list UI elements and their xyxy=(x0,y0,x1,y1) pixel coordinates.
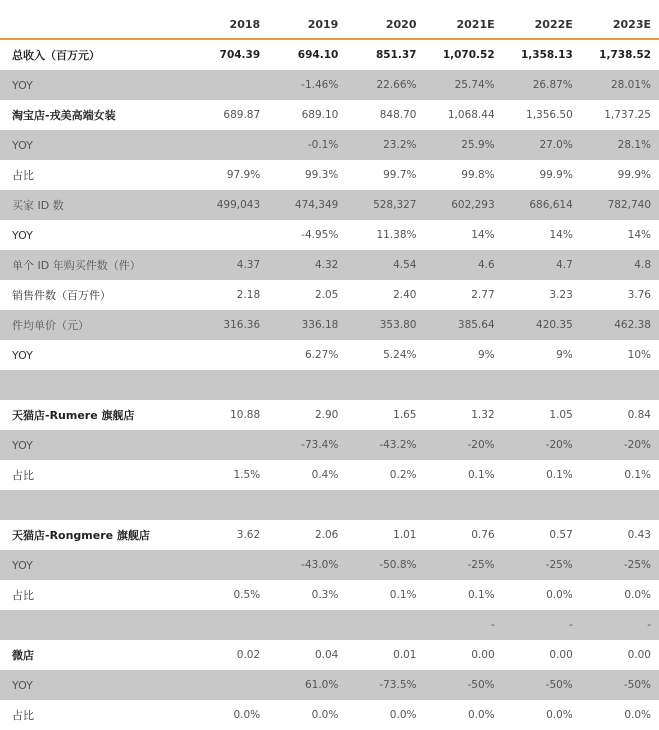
row-value-2022e: -25% xyxy=(503,550,581,580)
row-value-2019 xyxy=(268,610,346,640)
table-row xyxy=(0,640,659,670)
row-value-2019: -1.46% xyxy=(268,70,346,100)
row-value-2021e: 0.1% xyxy=(467,589,495,601)
row-value-2018: 1.5% xyxy=(233,469,261,481)
row-value-2019: 0.04 xyxy=(314,649,339,661)
row-value-2021e: 385.64 xyxy=(424,310,502,340)
row-value-2021e: -50% xyxy=(424,670,502,700)
row-value-2019: 0.4% xyxy=(311,469,339,481)
row-value-2020: 0.1% xyxy=(389,589,417,601)
row-value-2019: 99.3% xyxy=(304,169,339,181)
table-row xyxy=(0,520,659,550)
table-row xyxy=(0,70,659,100)
table-row xyxy=(0,370,659,400)
row-value-2020: 2.40 xyxy=(393,289,417,301)
row-value-2023e: 462.38 xyxy=(581,310,659,340)
row-value-2021e: 25.74% xyxy=(424,70,502,100)
row-value-2023e: -25% xyxy=(581,550,659,580)
row-value-2020: 353.80 xyxy=(346,310,424,340)
table-row xyxy=(0,190,659,220)
row-value-2023e: 0.00 xyxy=(627,649,651,661)
row-value-2023e: 0.0% xyxy=(624,589,651,601)
row-value-2023e: - xyxy=(581,610,659,640)
row-value-2021e: - xyxy=(424,610,502,640)
row-value-2022e: 4.7 xyxy=(503,250,581,280)
row-value-2021e: 602,293 xyxy=(424,190,502,220)
row-value-2022e xyxy=(503,370,581,400)
table-row xyxy=(0,310,659,340)
row-value-2018 xyxy=(190,610,268,640)
row-value-2020: 851.37 xyxy=(375,49,417,61)
row-value-2018 xyxy=(190,130,268,160)
row-value-2018: 0.0% xyxy=(233,709,261,721)
row-label: YOY xyxy=(0,670,190,700)
row-value-2022e: -50% xyxy=(503,670,581,700)
header-year-2021e: 2021E xyxy=(456,17,495,31)
table-row xyxy=(0,250,659,280)
table-row xyxy=(0,160,659,190)
row-value-2021e: 1.32 xyxy=(471,409,495,421)
row-value-2022e: -20% xyxy=(503,430,581,460)
header-year-2018: 2018 xyxy=(229,17,261,31)
table-row xyxy=(0,550,659,580)
row-value-2021e: -20% xyxy=(424,430,502,460)
row-value-2022e: 27.0% xyxy=(503,130,581,160)
row-value-2020: 1.01 xyxy=(393,529,417,541)
row-value-2022e: 420.35 xyxy=(503,310,581,340)
row-value-2020 xyxy=(346,370,424,400)
row-value-2021e: 1,070.52 xyxy=(442,49,495,61)
row-value-2019: -0.1% xyxy=(268,130,346,160)
row-value-2022e: 0.0% xyxy=(546,709,573,721)
row-value-2019: 6.27% xyxy=(304,349,339,361)
row-value-2022e: 26.87% xyxy=(503,70,581,100)
row-value-2021e: 99.8% xyxy=(461,169,495,181)
row-value-2018 xyxy=(190,490,268,520)
row-value-2023e: 0.43 xyxy=(627,529,651,541)
row-value-2019: 336.18 xyxy=(268,310,346,340)
table-body xyxy=(0,39,659,730)
row-value-2023e: 0.1% xyxy=(624,469,651,481)
row-value-2018: 10.88 xyxy=(230,409,261,421)
row-value-2021e: 0.0% xyxy=(467,709,495,721)
row-label: 总收入（百万元） xyxy=(12,49,100,62)
row-value-2020: 4.54 xyxy=(346,250,424,280)
table-row xyxy=(0,280,659,310)
row-value-2020: 848.70 xyxy=(379,109,417,121)
row-value-2020: 22.66% xyxy=(346,70,424,100)
row-label: YOY xyxy=(0,430,190,460)
row-value-2022e xyxy=(503,490,581,520)
row-value-2021e: 0.00 xyxy=(471,649,495,661)
row-label: 淘宝店-戎美高端女装 xyxy=(12,109,116,122)
row-value-2020: 23.2% xyxy=(346,130,424,160)
row-value-2023e: 782,740 xyxy=(581,190,659,220)
row-value-2021e: 1,068.44 xyxy=(447,109,495,121)
row-label: 单个 ID 年购买件数（件） xyxy=(0,250,190,280)
row-value-2018: 0.5% xyxy=(233,589,261,601)
row-value-2023e: 1,738.52 xyxy=(599,49,651,61)
row-value-2020: 528,327 xyxy=(346,190,424,220)
row-value-2023e: 4.8 xyxy=(581,250,659,280)
row-value-2022e: 3.23 xyxy=(549,289,573,301)
row-value-2019: -73.4% xyxy=(268,430,346,460)
row-value-2018: 3.62 xyxy=(236,529,261,541)
row-value-2022e: 1.05 xyxy=(549,409,573,421)
row-value-2020: 0.01 xyxy=(393,649,417,661)
row-value-2021e: 4.6 xyxy=(424,250,502,280)
row-value-2022e: 9% xyxy=(556,349,573,361)
row-value-2023e xyxy=(581,370,659,400)
row-value-2019: 2.05 xyxy=(314,289,339,301)
row-value-2021e: 2.77 xyxy=(471,289,495,301)
row-value-2023e: -50% xyxy=(581,670,659,700)
row-value-2019: 2.90 xyxy=(314,409,339,421)
row-value-2018: 4.37 xyxy=(190,250,268,280)
row-value-2022e: 0.57 xyxy=(549,529,573,541)
row-label: YOY xyxy=(0,130,190,160)
row-value-2021e: 14% xyxy=(471,229,495,241)
row-value-2019: 689.10 xyxy=(301,109,339,121)
row-value-2019: 474,349 xyxy=(268,190,346,220)
header-year-2023e: 2023E xyxy=(612,17,651,31)
table-row xyxy=(0,400,659,430)
row-value-2019 xyxy=(268,490,346,520)
row-value-2018 xyxy=(190,220,268,250)
table-row xyxy=(0,490,659,520)
row-value-2020 xyxy=(346,610,424,640)
row-value-2018: 97.9% xyxy=(226,169,261,181)
row-value-2018: 0.02 xyxy=(236,649,261,661)
row-label xyxy=(0,610,190,640)
row-value-2021e xyxy=(424,370,502,400)
row-label: 占比 xyxy=(12,589,34,602)
row-value-2022e: 0.00 xyxy=(549,649,573,661)
row-value-2018 xyxy=(190,550,268,580)
row-label: YOY xyxy=(12,348,33,362)
row-value-2018: 689.87 xyxy=(223,109,261,121)
header-year-2019: 2019 xyxy=(307,17,339,31)
row-value-2019: 61.0% xyxy=(268,670,346,700)
table-row xyxy=(0,580,659,610)
row-value-2022e: 0.0% xyxy=(546,589,573,601)
row-value-2022e: 99.9% xyxy=(539,169,573,181)
row-value-2019: -4.95% xyxy=(301,229,339,241)
header-label-cell xyxy=(0,10,190,39)
table-row xyxy=(0,100,659,130)
table-row xyxy=(0,430,659,460)
row-label: 销售件数（百万件） xyxy=(12,289,111,302)
row-label: 微店 xyxy=(12,649,34,662)
row-value-2019 xyxy=(268,370,346,400)
revenue-forecast-table xyxy=(0,10,659,730)
row-value-2023e: 99.9% xyxy=(617,169,651,181)
row-value-2022e: 686,614 xyxy=(503,190,581,220)
row-value-2018: 2.18 xyxy=(236,289,261,301)
row-value-2022e: 1,356.50 xyxy=(526,109,573,121)
row-value-2020: 5.24% xyxy=(383,349,417,361)
row-value-2020: -73.5% xyxy=(346,670,424,700)
row-value-2023e: 0.84 xyxy=(627,409,651,421)
row-value-2018 xyxy=(190,670,268,700)
row-value-2023e: 10% xyxy=(627,349,651,361)
row-value-2023e: 14% xyxy=(627,229,651,241)
row-label: 天猫店-Rumere 旗舰店 xyxy=(12,409,135,422)
row-value-2020 xyxy=(346,490,424,520)
row-value-2019: 4.32 xyxy=(268,250,346,280)
row-value-2021e: 0.76 xyxy=(471,529,495,541)
row-label xyxy=(0,490,190,520)
header-year-2022e: 2022E xyxy=(534,17,573,31)
row-value-2018: 499,043 xyxy=(190,190,268,220)
row-value-2020: 99.7% xyxy=(383,169,417,181)
row-value-2018 xyxy=(190,430,268,460)
row-label: YOY xyxy=(0,550,190,580)
row-value-2020: 0.0% xyxy=(389,709,417,721)
row-value-2019: -43.0% xyxy=(268,550,346,580)
row-value-2023e: 1,737.25 xyxy=(604,109,651,121)
row-value-2022e: - xyxy=(503,610,581,640)
row-label: 件均单价（元） xyxy=(0,310,190,340)
row-value-2019: 0.3% xyxy=(311,589,339,601)
table-row xyxy=(0,39,659,70)
table-row xyxy=(0,460,659,490)
row-value-2020: 0.2% xyxy=(389,469,417,481)
row-label: YOY xyxy=(12,228,33,242)
row-value-2020: -43.2% xyxy=(346,430,424,460)
table-row xyxy=(0,670,659,700)
row-value-2018: 316.36 xyxy=(190,310,268,340)
row-value-2018 xyxy=(190,370,268,400)
row-value-2019: 694.10 xyxy=(297,49,339,61)
row-value-2023e: 0.0% xyxy=(624,709,651,721)
row-value-2019: 2.06 xyxy=(314,529,339,541)
row-value-2023e: 3.76 xyxy=(627,289,651,301)
row-value-2019: 0.0% xyxy=(311,709,339,721)
row-value-2021e: 0.1% xyxy=(467,469,495,481)
table-header-row xyxy=(0,10,659,39)
row-value-2020: 11.38% xyxy=(376,229,417,241)
row-value-2018 xyxy=(190,340,268,370)
row-label: 占比 xyxy=(12,709,34,722)
row-label: YOY xyxy=(0,70,190,100)
row-value-2022e: 1,358.13 xyxy=(520,49,573,61)
row-value-2023e xyxy=(581,490,659,520)
row-value-2020: 1.65 xyxy=(393,409,417,421)
row-label xyxy=(0,370,190,400)
row-label: 占比 xyxy=(12,469,34,482)
row-label: 占比 xyxy=(12,169,34,182)
row-label: 买家 ID 数 xyxy=(0,190,190,220)
row-label: 天猫店-Rongmere 旗舰店 xyxy=(12,529,150,542)
row-value-2018 xyxy=(190,70,268,100)
table-row xyxy=(0,130,659,160)
row-value-2023e: 28.1% xyxy=(581,130,659,160)
table-row xyxy=(0,220,659,250)
row-value-2023e: 28.01% xyxy=(581,70,659,100)
row-value-2021e: 25.9% xyxy=(424,130,502,160)
row-value-2021e: -25% xyxy=(424,550,502,580)
row-value-2022e: 0.1% xyxy=(546,469,573,481)
row-value-2018: 704.39 xyxy=(219,49,261,61)
row-value-2020: -50.8% xyxy=(346,550,424,580)
header-year-2020: 2020 xyxy=(385,17,417,31)
table-row xyxy=(0,340,659,370)
row-value-2022e: 14% xyxy=(549,229,573,241)
row-value-2023e: -20% xyxy=(581,430,659,460)
row-value-2021e: 9% xyxy=(477,349,495,361)
table-row xyxy=(0,610,659,640)
row-value-2021e xyxy=(424,490,502,520)
